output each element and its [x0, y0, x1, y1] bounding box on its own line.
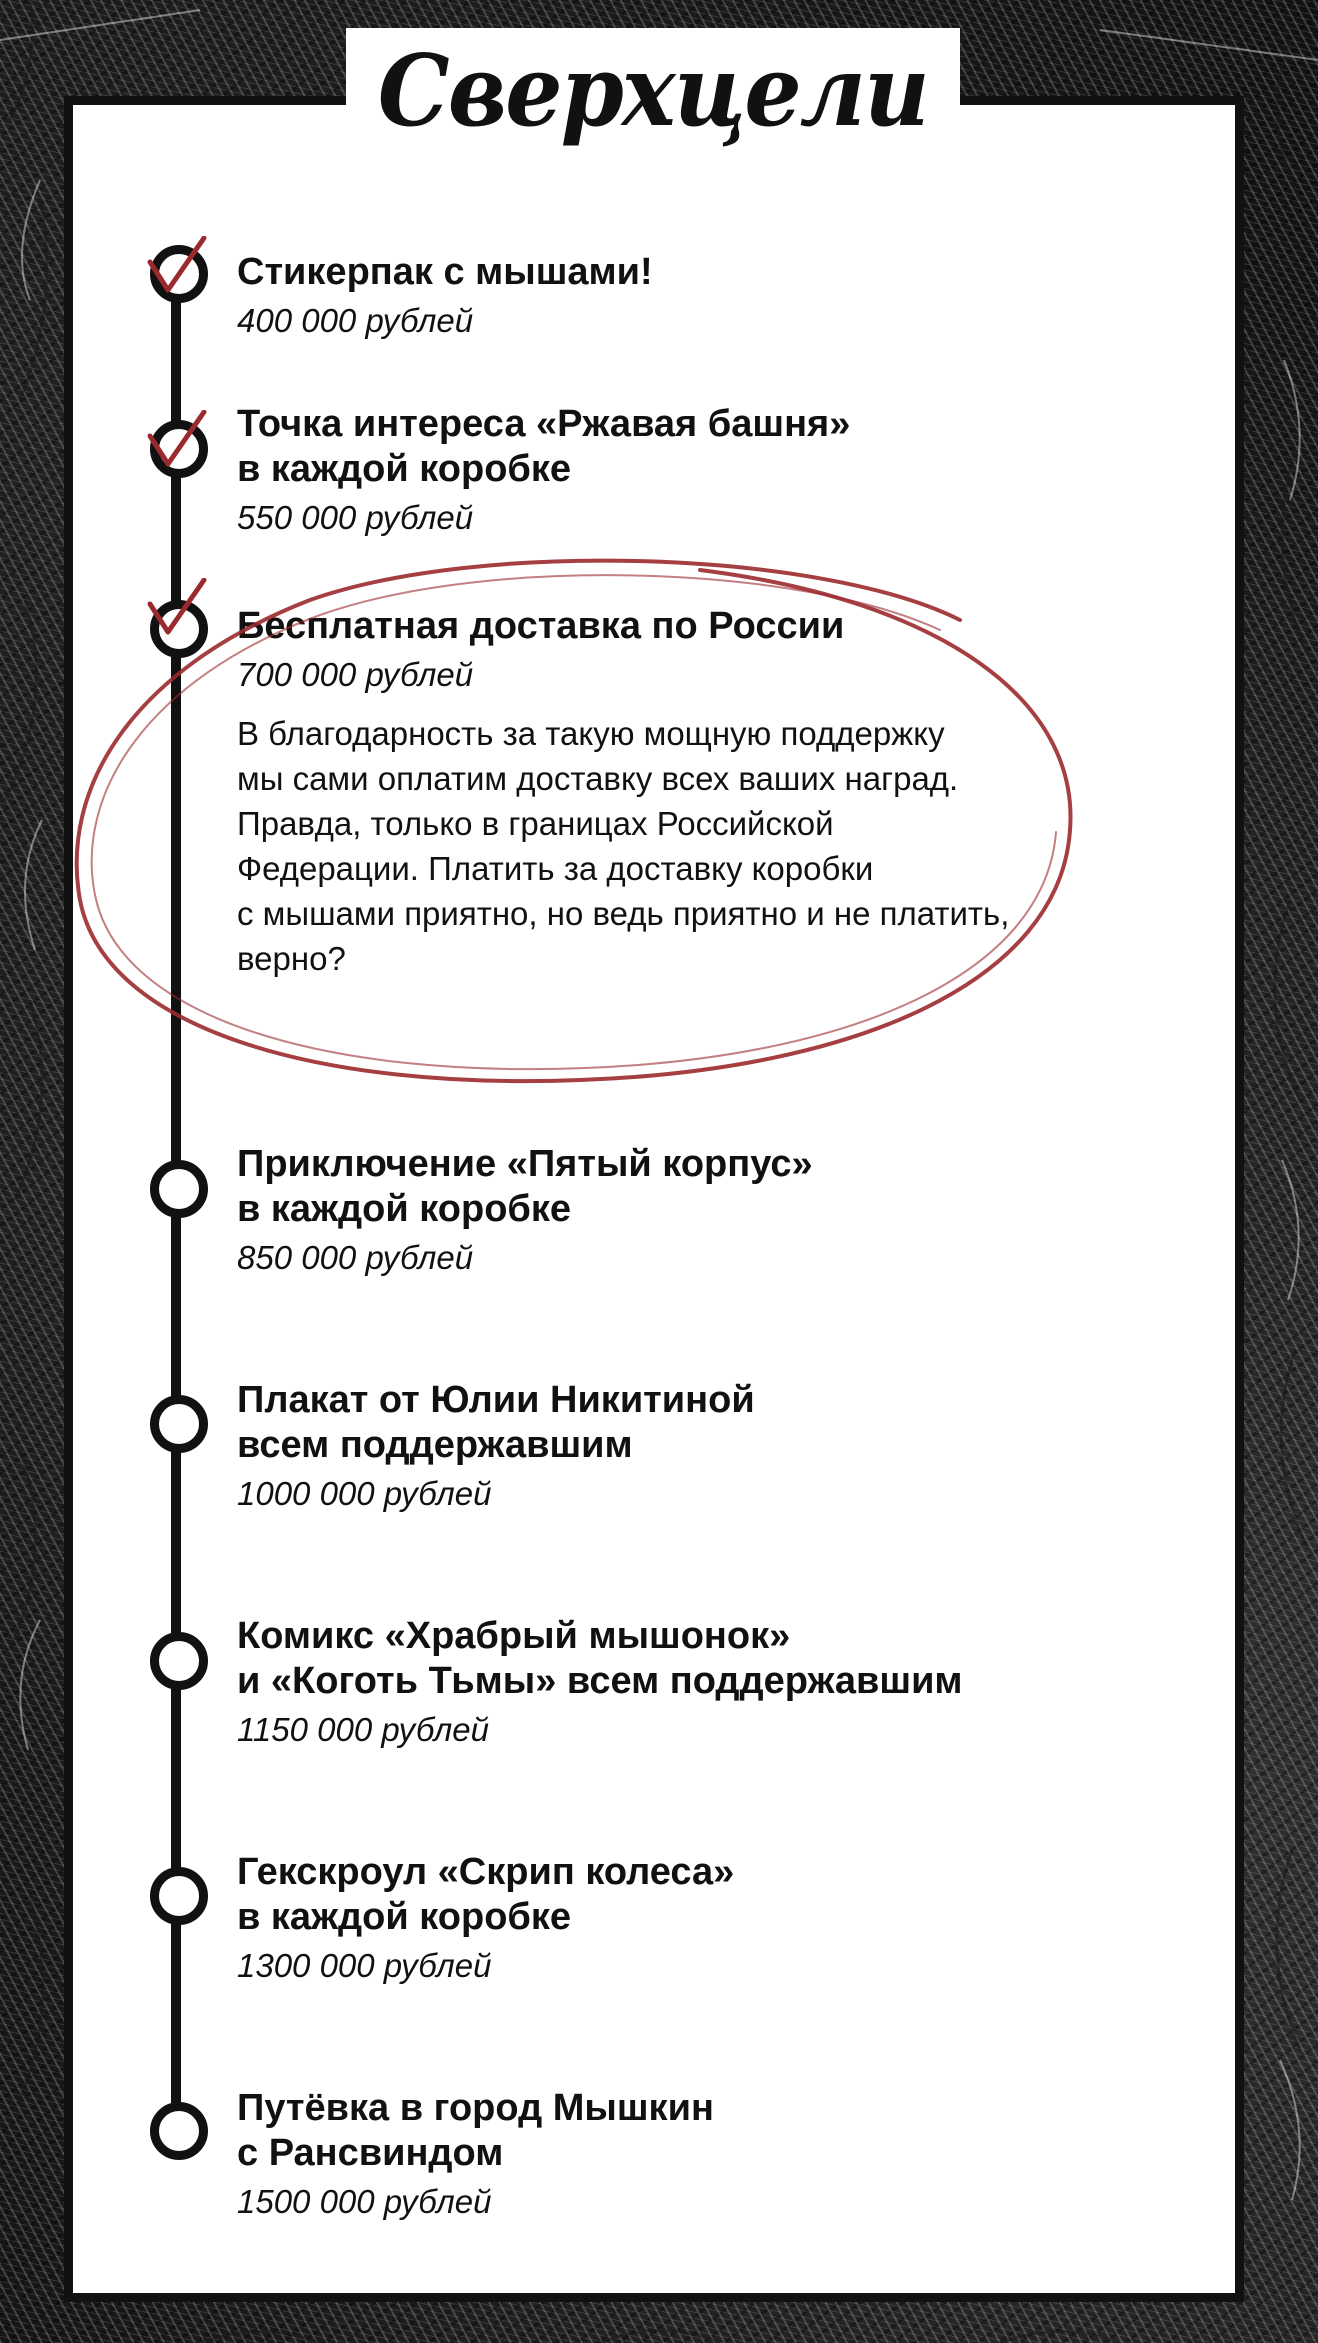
goal-marker-8 — [150, 2102, 208, 2160]
goal-amount: 1000 000 рублей — [237, 1475, 492, 1512]
goal-amount: 400 000 рублей — [237, 302, 474, 339]
goal-title: Плакат от Юлии Никитиной всем поддержавшим — [237, 1379, 755, 1466]
goal-amount: 1300 000 рублей — [237, 1947, 492, 1984]
goal-title: Гекскроул «Скрип колеса» в каждой коробке — [237, 1851, 735, 1938]
goal-item-2 — [237, 402, 1137, 540]
goal-item-1 — [237, 250, 1137, 343]
goal-title: Стикерпак с мышами! — [237, 251, 653, 293]
goal-amount: 1150 000 рублей — [237, 1711, 489, 1748]
title-plate — [346, 28, 960, 154]
goal-item-8 — [237, 2086, 1137, 2224]
goal-description: В благодарность за такую мощную поддержку мы сами оплатим доставку всех ваших наград. Правда, только в границах Российской Федерации. Платить за доставку коробки с мышами приятно, но ведь приятно и не платить, верно? — [237, 715, 1010, 977]
checkmark-icon — [146, 236, 208, 296]
goal-amount: 850 000 рублей — [237, 1239, 474, 1276]
goal-item-5 — [237, 1378, 1137, 1516]
goal-amount: 700 000 рублей — [237, 656, 474, 693]
goal-marker-5 — [150, 1395, 208, 1453]
goal-amount: 1500 000 рублей — [237, 2183, 492, 2220]
goal-title: Бесплатная доставка по России — [237, 605, 845, 647]
goal-amount: 550 000 рублей — [237, 499, 474, 536]
goal-item-4 — [237, 1142, 1137, 1280]
checkmark-icon — [146, 410, 208, 470]
goal-title: Комикс «Храбрый мышонок» и «Коготь Тьмы» всем поддержавшим — [237, 1615, 963, 1702]
goal-marker-4 — [150, 1160, 208, 1218]
goal-item-6 — [237, 1614, 1137, 1752]
goal-title: Приключение «Пятый корпус» в каждой коробке — [237, 1143, 813, 1230]
goal-item-3 — [237, 604, 1137, 981]
goal-item-7 — [237, 1850, 1137, 1988]
goal-title: Точка интереса «Ржавая башня» в каждой коробке — [237, 403, 851, 490]
goal-marker-7 — [150, 1867, 208, 1925]
checkmark-icon — [146, 578, 208, 638]
goal-title: Путёвка в город Мышкин с Рансвиндом — [237, 2087, 714, 2174]
goal-marker-6 — [150, 1632, 208, 1690]
page-title: Сверхцели — [378, 33, 928, 149]
